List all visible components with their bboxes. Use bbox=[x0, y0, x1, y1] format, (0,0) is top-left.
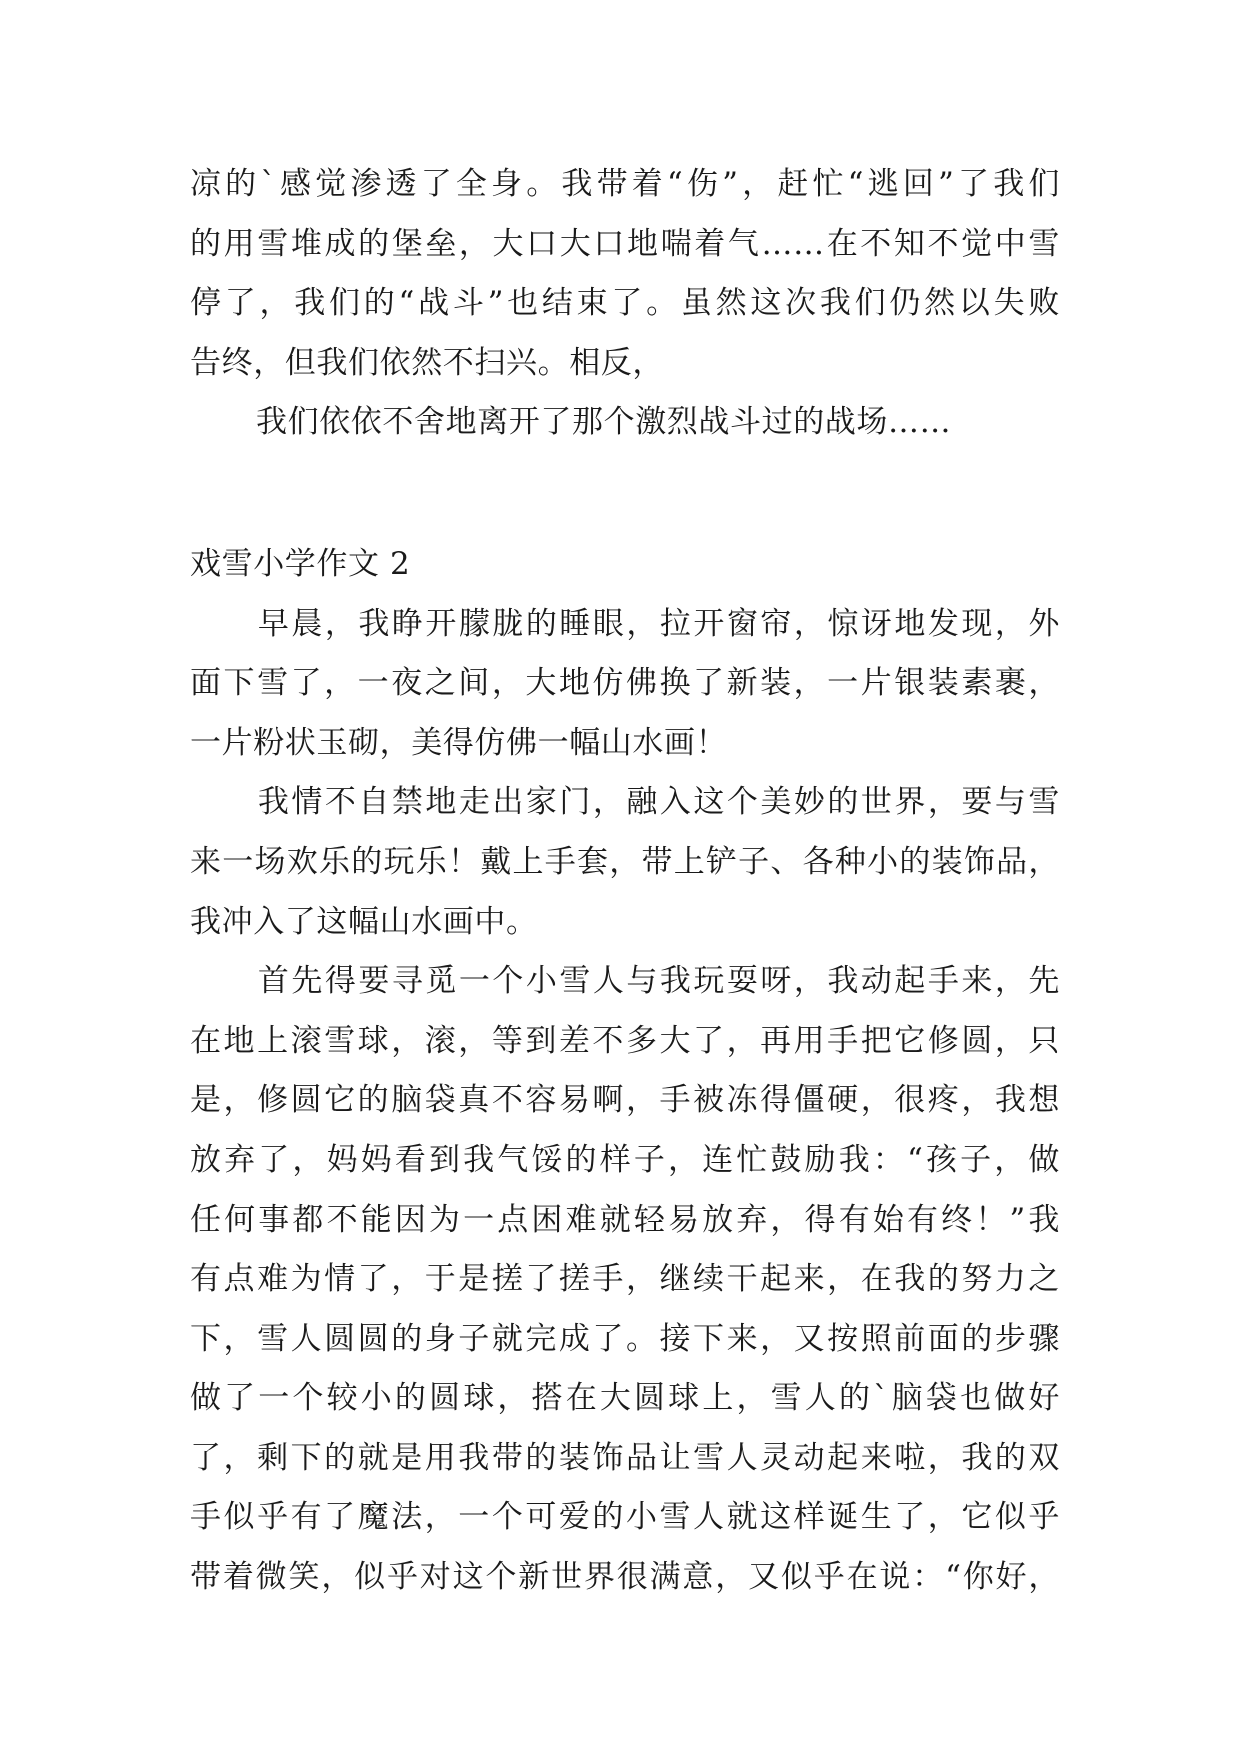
body-paragraph-2 bbox=[190, 773, 1060, 952]
text-line bbox=[190, 393, 1060, 453]
text-line: 有点难为情了，于是搓了搓手，继续干起来，在我的努力之 bbox=[190, 1261, 1060, 1298]
text-line: 告终，但我们依然不扫兴。相反， bbox=[190, 344, 664, 381]
text-line: 停了，我们的“战斗”也结束了。虽然这次我们仍然以失败 bbox=[190, 285, 1060, 322]
body-paragraph-3 bbox=[190, 952, 1060, 1608]
line-text: 首先得要寻觅一个小雪人与我玩耍呀，我动起手来，先 bbox=[256, 963, 1060, 1000]
text-line: 的用雪堆成的堡垒，大口大口地喘着气……在不知不觉中雪 bbox=[190, 225, 1060, 262]
text-line: 我冲入了这幅山水画中。 bbox=[190, 903, 538, 940]
text-line bbox=[190, 773, 1060, 833]
closing-text: 我们依依不舍地离开了那个激烈战斗过的战场…… bbox=[256, 404, 952, 441]
body-paragraph-1 bbox=[190, 595, 1060, 774]
top-paragraph bbox=[190, 155, 1060, 393]
text-line: 放弃了，妈妈看到我气馁的样子，连忙鼓励我：“孩子，做 bbox=[190, 1141, 1060, 1178]
text-line: 带着微笑，似乎对这个新世界很满意，又似乎在说：“你好， bbox=[190, 1559, 1060, 1596]
text-line: 在地上滚雪球，滚，等到差不多大了，再用手把它修圆，只 bbox=[190, 1022, 1060, 1059]
text-line: 面下雪了，一夜之间，大地仿佛换了新装，一片银装素裹， bbox=[190, 665, 1060, 702]
line-text: 早晨，我睁开朦胧的睡眼，拉开窗帘，惊讶地发现，外 bbox=[256, 605, 1060, 642]
text-line bbox=[190, 952, 1060, 1012]
text-line: 手似乎有了魔法，一个可爱的小雪人就这样诞生了，它似乎 bbox=[190, 1499, 1060, 1536]
closing-paragraph bbox=[190, 393, 1060, 453]
text-line: 任何事都不能因为一点困难就轻易放弃，得有始有终！”我 bbox=[190, 1201, 1060, 1238]
text-line bbox=[190, 595, 1060, 655]
text-line: 是，修圆它的脑袋真不容易啊，手被冻得僵硬，很疼，我想 bbox=[190, 1082, 1060, 1119]
text-line: 了，剩下的就是用我带的装饰品让雪人灵动起来啦，我的双 bbox=[190, 1439, 1060, 1476]
section-title: 戏雪小学作文 2 bbox=[190, 545, 411, 582]
line-text: 我情不自禁地走出家门，融入这个美妙的世界，要与雪 bbox=[256, 784, 1060, 821]
text-line: 一片粉状玉砌，美得仿佛一幅山水画！ bbox=[190, 724, 728, 761]
text-line: 做了一个较小的圆球，搭在大圆球上，雪人的`脑袋也做好 bbox=[190, 1380, 1060, 1417]
text-line: 下，雪人圆圆的身子就完成了。接下来，又按照前面的步骤 bbox=[190, 1320, 1060, 1357]
text-line: 凉的`感觉渗透了全身。我带着“伤”，赶忙“逃回”了我们 bbox=[190, 166, 1060, 202]
text-line: 来一场欢乐的玩乐！戴上手套，带上铲子、各种小的装饰品， bbox=[190, 843, 1060, 880]
document-page bbox=[190, 155, 1060, 1608]
